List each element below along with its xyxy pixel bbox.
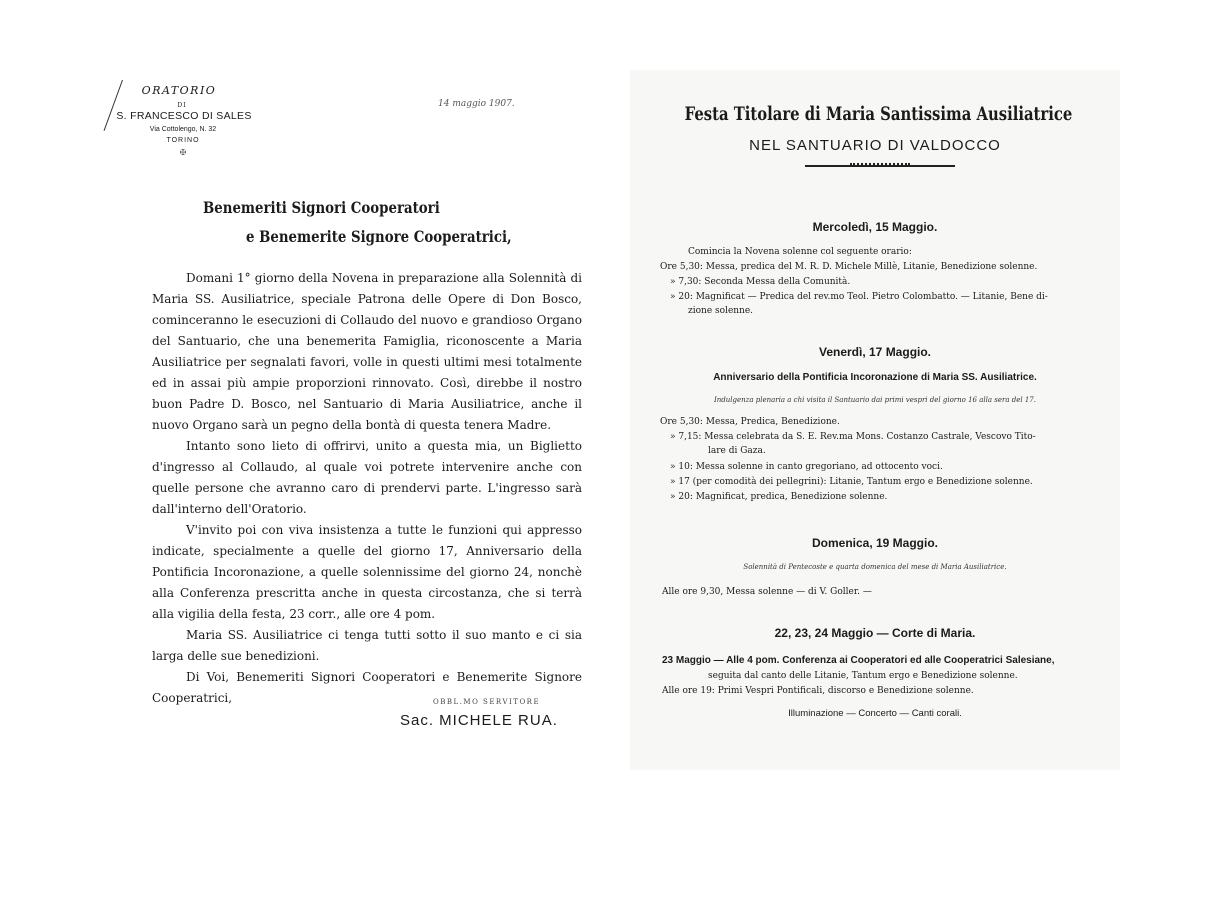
- schedule-line: Ore 5,30: Messa, predica del M. R. D. Michele Millè, Litanie, Benedizione solenne.: [660, 262, 1038, 272]
- program-subtitle: NEL SANTUARIO DI VALDOCCO: [749, 137, 1001, 154]
- program-page: [630, 70, 1120, 770]
- day-heading: 22, 23, 24 Maggio — Corte di Maria.: [774, 626, 976, 640]
- feast-note: Solennità di Pentecoste e quarta domenica del mese di Maria Ausiliatrice.: [743, 563, 1007, 571]
- schedule-line: » 7,15: Messa celebrata da S. E. Rev.ma Mons. Costanzo Castrale, Vescovo Tito-: [670, 432, 1036, 442]
- schedule-line: zione solenne.: [688, 306, 754, 316]
- schedule-line: 23 Maggio — Alle 4 pom. Conferenza ai Cooperatori ed alle Cooperatrici Salesiane,: [662, 655, 1055, 666]
- letter-date: 14 maggio 1907.: [438, 99, 515, 109]
- letter-paragraph: Domani 1° giorno della Novena in preparazione alla Solennità di Maria SS. Ausiliatrice, speciale Patrona delle Opere di Don Bosco, cominceranno le esecuzioni di Collaudo del nuovo e grandioso Organo del Santuario, che una benemerita Famiglia, riconoscente a Maria Ausiliatrice per segnalati favori, volle in questi ultimi mesi totalmente ed in assai più ampie proporzioni rinnovato. Così, direbbe il nostro buon Padre D. Bosco, nel Santuario di Maria Ausiliatrice, anche il nuovo Organo sarà un pegno della bontà di questa tenera Madre.: [152, 271, 582, 432]
- letterhead-line1: ORATORIO: [141, 84, 217, 97]
- greeting-line1: Benemeriti Signori Cooperatori: [203, 198, 440, 217]
- letter-paragraph: Intanto sono lieto di offrirvi, unito a questa mia, un Biglietto d'ingresso al Collaudo, al quale voi potrete intervenire anche con quelle persone che avranno caro di prendervi parte. L'ingresso sarà dall'interno dell'Oratorio.: [152, 439, 582, 516]
- letter-body: [152, 268, 582, 709]
- schedule-line: » 17 (per comodità dei pellegrini): Litanie, Tantum ergo e Benedizione solenne.: [670, 477, 1033, 487]
- letterhead-line3: S. FRANCESCO DI SALES: [116, 110, 252, 122]
- day-heading: Mercoledì, 15 Maggio.: [812, 220, 938, 234]
- letterhead-slash: [104, 80, 123, 131]
- day-heading: Venerdì, 17 Maggio.: [818, 345, 932, 359]
- letter-page: [108, 70, 593, 770]
- schedule-line: seguita dal canto delle Litanie, Tantum ergo e Benedizione solenne.: [708, 671, 1018, 681]
- schedule-line: Alle ore 19: Primi Vespri Pontificali, discorso e Benedizione solenne.: [662, 686, 974, 696]
- schedule-line: Comincia la Novena solenne col seguente orario:: [688, 247, 912, 257]
- schedule-line: lare di Gaza.: [708, 446, 766, 456]
- letter-paragraph: Di Voi, Benemeriti Signori Cooperatori e Benemerite Signore Cooperatrici,: [152, 670, 582, 705]
- schedule-line: Alle ore 9,30, Messa solenne — di V. Goller. —: [662, 587, 872, 597]
- letterhead-line2: DI: [177, 102, 187, 109]
- letterhead-ornament-icon: ✠: [179, 148, 187, 157]
- schedule-line: Ore 5,30: Messa, Predica, Benedizione.: [660, 417, 840, 427]
- day-heading: Domenica, 19 Maggio.: [811, 536, 939, 550]
- letter-paragraph: Maria SS. Ausiliatrice ci tenga tutti sotto il suo manto e ci sia larga delle sue benedizioni.: [152, 628, 582, 663]
- closing-formula: OBBL.MO SERVITORE: [433, 698, 541, 706]
- schedule-line: » 10: Messa solenne in canto gregoriano, ad ottocento voci.: [670, 462, 943, 472]
- letterhead-city: TORINO: [166, 137, 200, 144]
- signature: Sac. MICHELE RUA.: [400, 712, 558, 729]
- schedule-line: » 7,30: Seconda Messa della Comunità.: [670, 277, 851, 287]
- greeting-line2: e Benemerite Signore Cooperatrici,: [246, 227, 512, 246]
- schedule-line: » 20: Magnificat — Predica del rev.mo Teol. Pietro Colombatto. — Litanie, Bene di-: [670, 292, 1048, 302]
- anniversary-line: Anniversario della Pontificia Incoronazione di Maria SS. Ausiliatrice.: [713, 372, 1037, 383]
- title-ornament: [805, 165, 955, 167]
- program-title: [630, 103, 1120, 125]
- indulgence-note: Indulgenza plenaria a chi visita il Santuario dai primi vespri del giorno 16 alla sera del 17.: [714, 396, 1036, 404]
- letterhead-address: Via Cottolengo, N. 32: [149, 126, 217, 133]
- letter-paragraph: V'invito poi con viva insistenza a tutte le funzioni qui appresso indicate, specialmente a quelle del giorno 17, Anniversario della Pontificia Incoronazione, a quelle solennissime del giorno 24, nonchè alla Conferenza prescritta anche in questa circostanza, che si terrà alla vigilia della festa, 23 corr., alle ore 4 pom.: [152, 523, 582, 621]
- program-title-text: Festa Titolare di Maria Santissima Ausiliatrice: [684, 103, 1073, 125]
- closing-events: Illuminazione — Concerto — Canti corali.: [788, 708, 962, 719]
- schedule-line: » 20: Magnificat, predica, Benedizione solenne.: [670, 492, 888, 502]
